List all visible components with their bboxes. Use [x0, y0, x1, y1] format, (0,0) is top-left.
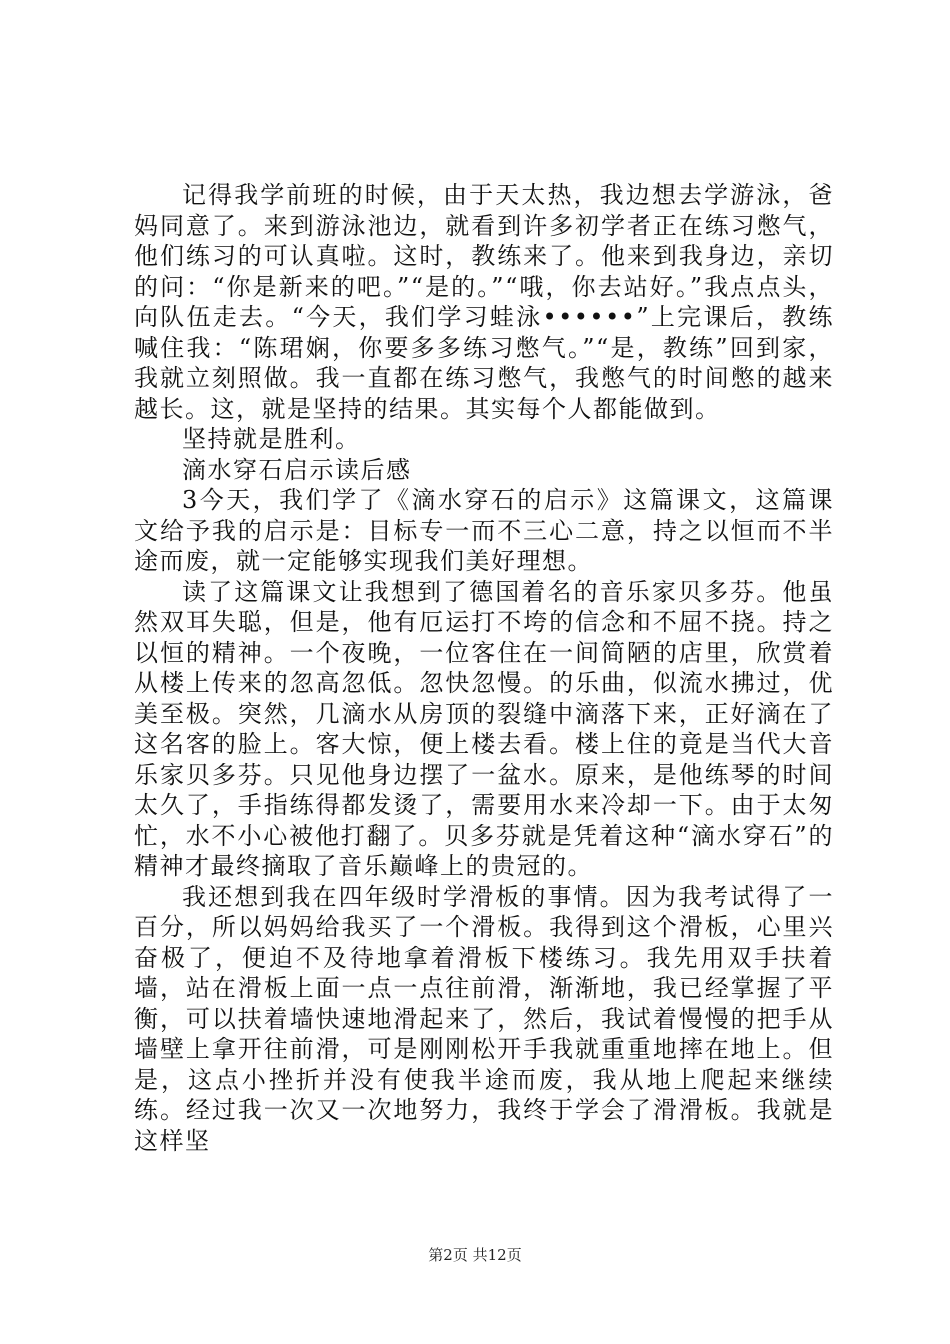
paragraph-lesson-intro: 3今天，我们学了《滴水穿石的启示》这篇课文，这篇课文给予我的启示是：目标专一而不三心二意，持之以恒而不半途而废，就一定能够实现我们美好理想。: [134, 486, 834, 575]
paragraph-swimming: 记得我学前班的时候，由于天太热，我边想去学游泳，爸妈同意了。来到游泳池边，就看到许多初学者正在练习憋气，他们练习的可认真啦。这时，教练来了。他来到我身边，亲切的问：“你是新来的吧。”“是的。”“哦，你去站好。”我点点头，向队伍走去。“今天，我们学习蛙泳••••••”上完课后，教练喊住我：“陈珺娴，你要多多练习憋气。”“是，教练”回到家，我就立刻照做。我一直都在练习憋气，我憋气的时间憋的越来越长。这，就是坚持的结果。其实每个人都能做到。: [134, 181, 834, 423]
paragraph-skateboard: 我还想到我在四年级时学滑板的事情。因为我考试得了一百分，所以妈妈给我买了一个滑板。我得到这个滑板，心里兴奋极了，便迫不及待地拿着滑板下楼练习。我先用双手扶着墙，站在滑板上面一点一点往前滑，渐渐地，我已经掌握了平衡，可以扶着墙快速地滑起来了，然后，我试着慢慢的把手从墙壁上拿开往前滑，可是刚刚松开手我就重重地摔在地上。但是，这点小挫折并没有使我半途而废，我从地上爬起来继续练。经过我一次又一次地努力，我终于学会了滑滑板。我就是这样坚: [134, 882, 834, 1155]
section-heading: 滴水穿石启示读后感: [182, 455, 412, 484]
page-number-footer: 第2页 共12页: [428, 1246, 522, 1264]
document-body: [134, 180, 834, 1156]
paragraph-persistence-victory: 坚持就是胜利。: [182, 425, 361, 453]
paragraph-beethoven: 读了这篇课文让我想到了德国着名的音乐家贝多芬。他虽然双耳失聪，但是，他有厄运打不垮的信念和不屈不挠。持之以恒的精神。一个夜晚，一位客住在一间简陋的店里，欣赏着从楼上传来的忽高忽低。忽快忽慢。的乐曲，似流水拂过，优美至极。突然，几滴水从房顶的裂缝中滴落下来，正好滴在了这名客的脸上。客大惊，便上楼去看。楼上住的竟是当代大音乐家贝多芬。只见他身边摆了一盆水。原来，是他练琴的时间太久了，手指练得都发烫了，需要用水来冷却一下。由于太匆忙，水不小心被他打翻了。贝多芬就是凭着这种“滴水穿石”的精神才最终摘取了音乐巅峰上的贵冠的。: [134, 577, 834, 880]
